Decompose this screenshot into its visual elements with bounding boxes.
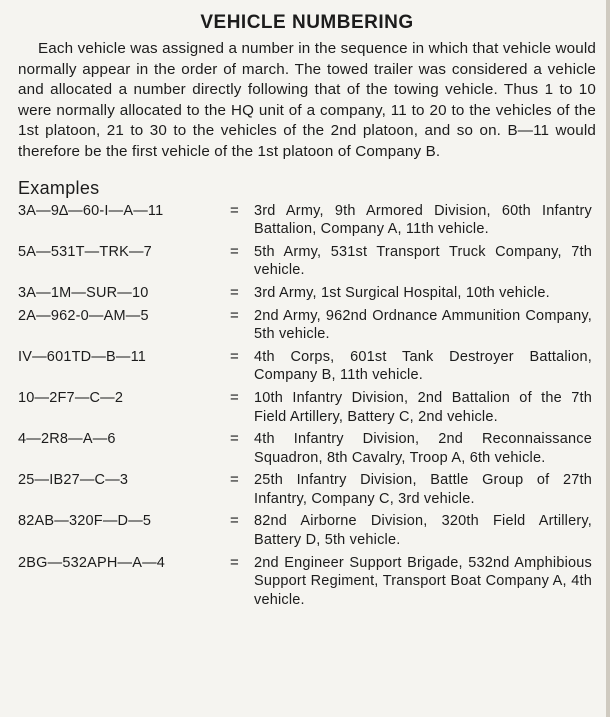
example-description: 2nd Army, 962nd Ordnance Ammunition Company, 5th vehicle. <box>254 307 592 343</box>
example-row <box>18 389 596 426</box>
example-description: 3rd Army, 9th Armored Division, 60th Infantry Battalion, Company A, 11th vehicle. <box>254 202 592 238</box>
example-code: 10—2F7—C—2 <box>18 389 124 406</box>
equals-sign: = <box>230 388 239 406</box>
example-row <box>18 430 596 467</box>
example-row <box>18 202 596 239</box>
example-description: 4th Corps, 601st Tank Destroyer Battalion, Company B, 11th vehicle. <box>254 348 592 384</box>
example-row <box>18 512 596 549</box>
example-description: 10th Infantry Division, 2nd Battalion of the 7th Field Artillery, Battery C, 2nd vehicle. <box>254 389 592 425</box>
page-title: VEHICLE NUMBERING <box>200 12 414 33</box>
example-code: 3A—1M—SUR—10 <box>18 284 149 301</box>
examples-list <box>18 202 596 610</box>
equals-sign: = <box>230 347 239 365</box>
example-code: 5A—531T—TRK—7 <box>18 243 152 260</box>
example-description: 2nd Engineer Support Brigade, 532nd Amphibious Support Regiment, Transport Boat Company A, 4th vehicle. <box>254 554 592 608</box>
example-row <box>18 284 596 303</box>
example-row <box>18 471 596 508</box>
example-code: IV—601TD—B—11 <box>18 348 147 365</box>
examples-heading: Examples <box>18 177 100 198</box>
example-description: 82nd Airborne Division, 320th Field Artillery, Battery D, 5th vehicle. <box>254 513 592 549</box>
equals-sign: = <box>230 306 239 324</box>
equals-sign: = <box>230 283 239 301</box>
intro-text: Each vehicle was assigned a number in the sequence in which that vehicle would normally appear in the order of march. The towed trailer was considered a vehicle and allocated a number directly following that of the towing vehicle. Thus 1 to 10 were normally allocated to the HQ unit of a company, 11 to 20 to the vehicles of the 1st platoon, 21 to 30 to the vehicles of the 2nd platoon, and so on. B—11 would therefore be the first vehicle of the 1st platoon of Company B. <box>18 40 596 160</box>
page-edge <box>606 0 610 717</box>
example-code: 82AB—320F—D—5 <box>18 513 152 530</box>
example-code: 2A—962-0—AM—5 <box>18 307 149 324</box>
equals-sign: = <box>230 512 239 530</box>
equals-sign: = <box>230 242 239 260</box>
example-code: 3A—9∆—60-I—A—11 <box>18 202 164 219</box>
example-description: 5th Army, 531st Transport Truck Company, 7th vehicle. <box>254 243 592 279</box>
example-row <box>18 348 596 385</box>
example-code: 2BG—532APH—A—4 <box>18 554 166 571</box>
intro-paragraph <box>18 39 596 163</box>
example-description: 25th Infantry Division, Battle Group of 27th Infantry, Company C, 3rd vehicle. <box>254 472 592 507</box>
equals-sign: = <box>230 430 239 448</box>
example-description: 4th Infantry Division, 2nd Reconnaissance Squadron, 8th Cavalry, Troop A, 6th vehicle. <box>254 431 592 466</box>
equals-sign: = <box>230 471 239 489</box>
example-code: 25—IB27—C—3 <box>18 472 129 489</box>
example-row <box>18 554 596 610</box>
example-row <box>18 243 596 280</box>
equals-sign: = <box>230 553 239 571</box>
example-row <box>18 307 596 344</box>
example-description: 3rd Army, 1st Surgical Hospital, 10th vehicle. <box>254 284 550 301</box>
example-code: 4—2R8—A—6 <box>18 431 116 448</box>
equals-sign: = <box>230 201 239 219</box>
